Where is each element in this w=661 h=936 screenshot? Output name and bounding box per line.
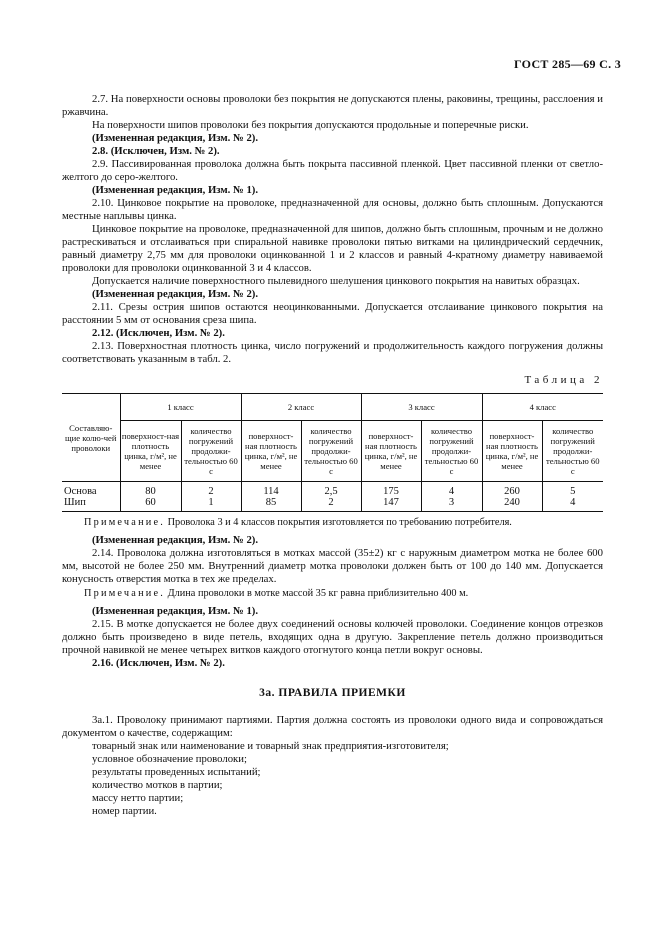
- table-cell: 4: [542, 497, 603, 512]
- paragraph-2-10: 2.10. Цинковое покрытие на проволоке, предназначенной для основы, должно быть сплошным. Допускаются местные наплывы цинка.: [62, 197, 603, 222]
- count-header: количество погружений продолжи-тельностью 60 с: [421, 421, 482, 482]
- paragraph-2-15: 2.15. В мотке допускается не более двух соединений основы колючей проволоки. Соединение концов отрезков должно быть произведено в виде петель, входящих одна в другую. Закрепление петель должно производиться прочной навивкой не менее четырех витков каждого отогнутого конца петли вокруг основы.: [62, 618, 603, 656]
- table-row: [62, 497, 603, 512]
- section-title: 3а. ПРАВИЛА ПРИЕМКИ: [259, 687, 406, 699]
- paragraph-2-10-c: Допускается наличие поверхностного пылевидного шелушения цинкового покрытия на навитых образцах.: [92, 275, 580, 287]
- count-header: количество погружений продолжи-тельностью 60 с: [542, 421, 603, 482]
- paragraph-2-7: 2.7. На поверхности основы проволоки без покрытия не допускаются плены, раковины, трещины, расслоения и ржавчина.: [62, 93, 603, 118]
- list-item: массу нетто партии;: [92, 792, 184, 804]
- table-cell: 2: [181, 482, 241, 498]
- edit-note: (Измененная редакция, Изм. № 2).: [92, 534, 259, 546]
- class-header: 4 класс: [482, 394, 603, 421]
- list-item: результаты проведенных испытаний;: [92, 766, 261, 778]
- table-cell: 147: [361, 497, 421, 512]
- class-header: 3 класс: [361, 394, 482, 421]
- count-header: количество погружений продолжи-тельностью 60 с: [301, 421, 361, 482]
- length-note: [62, 587, 603, 600]
- density-header: поверхност-ная плотность цинка, г/м², не менее: [241, 421, 301, 482]
- table-cell: 5: [542, 482, 603, 498]
- density-header: поверхност-ная плотность цинка, г/м², не менее: [120, 421, 181, 482]
- table-corner-header: Составляю-щие колю-чей проволоки: [62, 394, 120, 482]
- table-cell: 2,5: [301, 482, 361, 498]
- list-item: товарный знак или наименование и товарный знак предприятия-изготовителя;: [92, 740, 449, 752]
- class-header: 1 класс: [120, 394, 241, 421]
- table-note: [62, 516, 603, 529]
- table-cell: 85: [241, 497, 301, 512]
- paragraph-2-8: 2.8. (Исключен, Изм. № 2).: [92, 145, 220, 157]
- paragraph-3a-1: 3а.1. Проволоку принимают партиями. Партия должна состоять из проволоки одного вида и сопровождаться документом о качестве, содержащим:: [62, 714, 603, 739]
- table-cell: 1: [181, 497, 241, 512]
- count-header: количество погружений продолжи-тельностью 60 с: [181, 421, 241, 482]
- paragraph-2-7-b: На поверхности шипов проволоки без покрытия допускаются продольные и поперечные риски.: [92, 119, 529, 131]
- list-item: количество мотков в партии;: [92, 779, 223, 791]
- list-item: номер партии.: [92, 805, 157, 817]
- edit-note: (Измененная редакция, Изм. № 1).: [92, 184, 259, 196]
- page-content: [62, 93, 603, 818]
- table-cell: 260: [482, 482, 542, 498]
- paragraph-2-16: 2.16. (Исключен, Изм. № 2).: [92, 657, 225, 669]
- note-text: Длина проволоки в мотке массой 35 кг равна приблизительно 400 м.: [167, 588, 469, 599]
- row-label: Основа: [64, 486, 97, 497]
- table-cell: 60: [120, 497, 181, 512]
- list-item: условное обозначение проволоки;: [92, 753, 247, 765]
- table-cell: 114: [241, 482, 301, 498]
- class-header: 2 класс: [241, 394, 361, 421]
- note-label: Примечание.: [84, 588, 166, 599]
- table-caption: Таблица 2: [524, 374, 603, 386]
- page-header: ГОСТ 285—69 С. 3: [514, 57, 621, 71]
- table-cell: 80: [120, 482, 181, 498]
- table-2: [62, 393, 603, 512]
- edit-note: (Измененная редакция, Изм. № 1).: [92, 605, 259, 617]
- note-label: Примечание.: [84, 517, 166, 528]
- table-cell: 4: [421, 482, 482, 498]
- density-header: поверхност-ная плотность цинка, г/м², не менее: [361, 421, 421, 482]
- edit-note: (Измененная редакция, Изм. № 2).: [92, 288, 259, 300]
- paragraph-2-9: 2.9. Пассивированная проволока должна быть покрыта пассивной пленкой. Цвет пассивной пленки от светло-желтого до серо-желтого.: [62, 158, 603, 183]
- table-cell: 240: [482, 497, 542, 512]
- paragraph-2-13: 2.13. Поверхностная плотность цинка, число погружений и продолжительность каждого погружения должны соответствовать указанным в табл. 2.: [62, 340, 603, 365]
- edit-note: (Измененная редакция, Изм. № 2).: [92, 132, 259, 144]
- row-label: Шип: [64, 497, 86, 508]
- paragraph-2-12: 2.12. (Исключен, Изм. № 2).: [92, 327, 225, 339]
- table-row: [62, 482, 603, 498]
- note-text: Проволока 3 и 4 классов покрытия изготовляется по требованию потребителя.: [167, 517, 512, 528]
- table-cell: 3: [421, 497, 482, 512]
- paragraph-2-10-b: Цинковое покрытие на проволоке, предназначенной для шипов, должно быть сплошным, прочным и не должно растрескиваться и отслаиваться при спиральной навивке проволоки пятью витками на цилиндрический сердечник, равный диаметру 2,75 мм для проволоки оцинкованной 1 и 2 классов и равный 4-кратному диаметру навиваемой проволоки для проволоки оцинкованной 3 и 4 классов.: [62, 223, 603, 274]
- paragraph-2-14: 2.14. Проволока должна изготовляться в мотках массой (35±2) кг с наружным диаметром мотка не более 600 мм, высотой не более 250 мм. Внутренний диаметр мотка проволоки должен быть от 100 до 140 мм. Допускается конусность отверстия мотка в тех же пределах.: [62, 547, 603, 585]
- table-cell: 2: [301, 497, 361, 512]
- paragraph-2-11: 2.11. Срезы острия шипов остаются неоцинкованными. Допускается отслаивание цинкового покрытия на расстоянии 5 мм от основания среза шипа.: [62, 301, 603, 326]
- density-header: поверхност-ная плотность цинка, г/м², не менее: [482, 421, 542, 482]
- table-cell: 175: [361, 482, 421, 498]
